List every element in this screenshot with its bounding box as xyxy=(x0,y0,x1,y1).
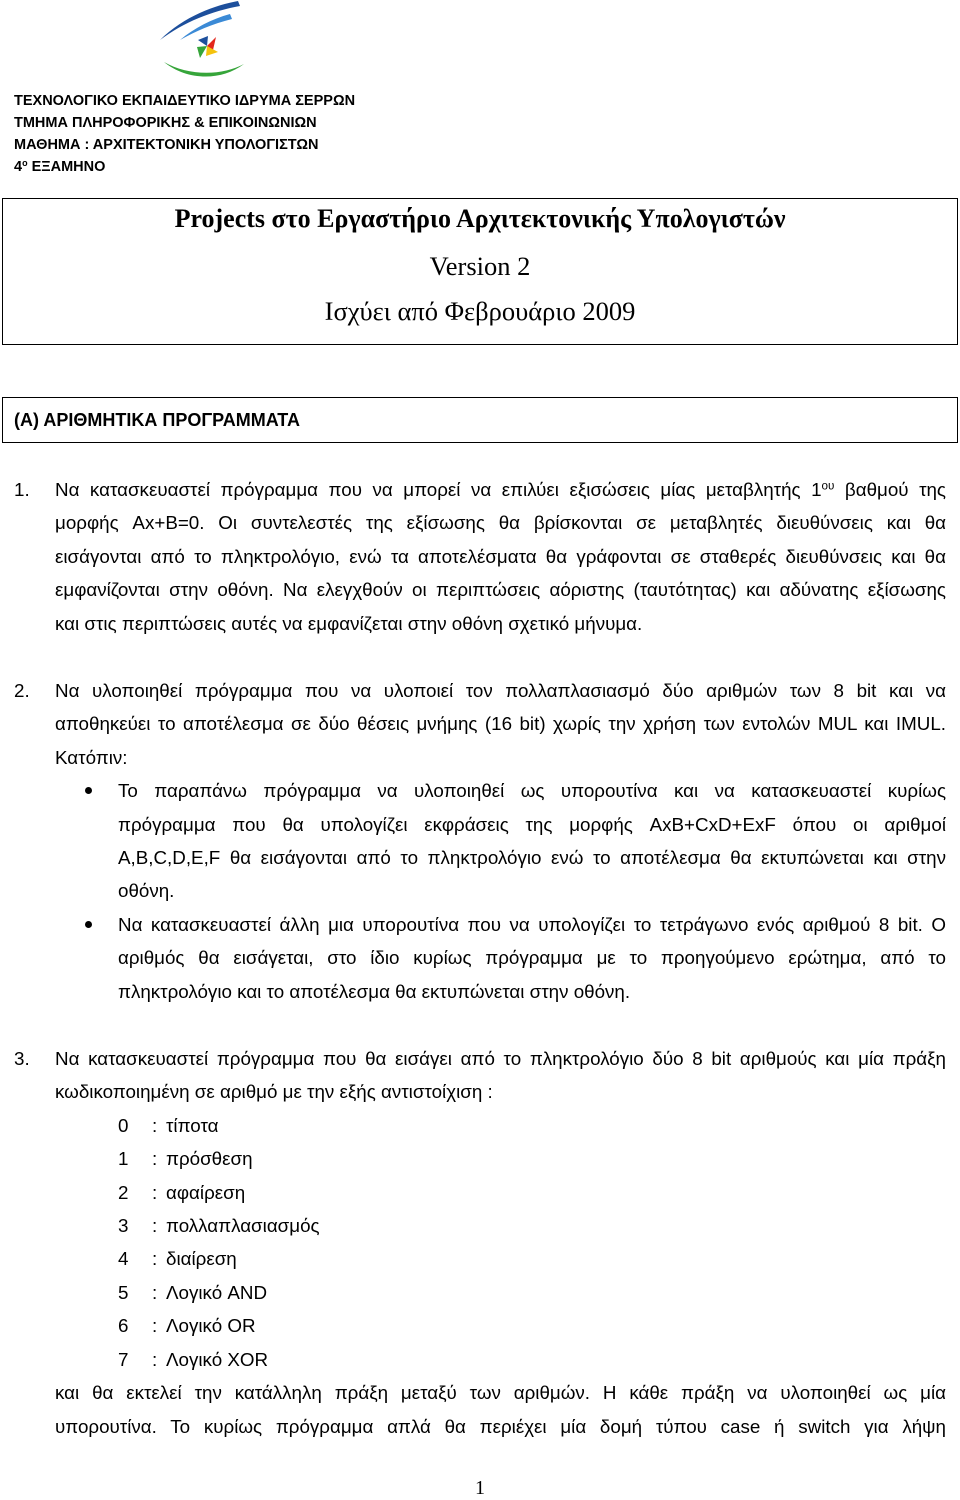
institution-name: ΤΕΧΝΟΛΟΓΙΚΟ ΕΚΠΑΙΔΕΥΤΙΚΟ ΙΔΡΥΜΑ ΣΕΡΡΩΝ xyxy=(14,93,356,109)
bullet-line: πρόγραμμα που θα υπολογίζει εκφράσεις της μορφής AxB+CxD+ExF όπου οι αριθμοί xyxy=(118,813,946,835)
course-name: ΜΑΘΗΜΑ : ΑΡΧΙΤΕΚΤΟΝΙΚΗ ΥΠΟΛΟΓΙΣΤΩΝ xyxy=(14,137,319,153)
operation-code: 0 xyxy=(118,1114,129,1136)
exercise-1-line: εμφανίζονται στην οθόνη. Να ελεγχθούν οι περιπτώσεις αόριστης (ταυτότητας) και αδύνατης εξίσωσης xyxy=(55,579,946,601)
operation-list xyxy=(0,1109,960,1377)
spacer xyxy=(0,640,960,673)
operation-separator: : xyxy=(152,1348,158,1370)
operation-item xyxy=(0,1276,960,1309)
title-box xyxy=(2,198,958,345)
operation-item xyxy=(0,1142,960,1175)
bullet-line: αριθμός θα εισάγεται, στο ίδιο κυρίως πρόγραμμα με το προηγούμενο ερώτημα, από το xyxy=(118,947,946,969)
operation-label: αφαίρεση xyxy=(166,1181,246,1203)
institution-logo-icon xyxy=(150,0,250,85)
exercise-1 xyxy=(0,473,960,640)
validity-date: Ισχύει από Φεβρουάριο 2009 xyxy=(324,296,636,326)
operation-label: πολλαπλασιασμός xyxy=(166,1214,320,1236)
exercise-3-line: κωδικοποιημένη σε αριθμό με την εξής αντιστοίχιση : xyxy=(55,1081,493,1103)
bullet-line xyxy=(0,908,960,941)
section-heading: (Α) ΑΡΙΘΜΗΤΙΚΑ ΠΡΟΓΡΑΜΜΑΤΑ xyxy=(14,410,300,430)
exercise-1-line: μορφής Ax+B=0. Οι συντελεστές της εξίσωσης θα βρίσκονται σε μεταβλητές διευθύνσεις και θα xyxy=(55,512,946,534)
operation-item xyxy=(0,1176,960,1209)
operation-label: Λογικό AND xyxy=(166,1281,268,1303)
operation-item xyxy=(0,1209,960,1242)
exercise-3-text: Να κατασκευαστεί πρόγραμμα που θα εισάγει από το πληκτρολόγιο δύο 8 bit αριθμούς και μία πράξη xyxy=(55,1047,946,1069)
exercise-2-text: Να υλοποιηθεί πρόγραμμα που να υλοποιεί τον πολλαπλασιασμό δύο αριθμών των 8 bit και να xyxy=(55,679,946,701)
document-title: Projects στο Εργαστήριο Αρχιτεκτονικής Υπολογιστών xyxy=(174,204,786,233)
exercise-2-line xyxy=(0,674,960,707)
exercise-1-number: 1. xyxy=(14,479,30,500)
operation-item xyxy=(0,1343,960,1376)
exercise-1-line: και στις περιπτώσεις αυτές να εμφανίζεται στην οθόνη σχετικό μήνυμα. xyxy=(55,612,643,634)
exercise-3-line: υπορουτίνα. Το κυρίως πρόγραμμα απλά θα περιέχει μία δομή τύπου case ή switch για λήψη xyxy=(55,1415,946,1437)
exercise-3-line xyxy=(0,1042,960,1075)
bullet-line: οθόνη. xyxy=(118,880,175,902)
operation-code: 2 xyxy=(118,1181,129,1203)
operation-separator: : xyxy=(152,1281,158,1303)
exercise-1-line: εισάγονται από το πληκτρολόγιο, ενώ τα αποτελέσματα θα γράφονται σε σταθερές διευθύνσεις και θα xyxy=(55,545,946,567)
semester-ordinal-suffix: ο xyxy=(22,158,28,169)
bullet-marker xyxy=(85,787,92,794)
operation-label: πρόσθεση xyxy=(166,1148,253,1170)
operation-separator: : xyxy=(152,1114,158,1136)
exercise-2-line: αποθηκεύει το αποτέλεσμα σε δύο θέσεις μνήμης (16 bit) χωρίς την χρήση των εντολών MUL και IMUL. xyxy=(55,713,946,735)
operation-label: Λογικό XOR xyxy=(166,1348,269,1370)
exercise-3-line: και θα εκτελεί την κατάλληλη πράξη μεταξύ των αριθμών. Η κάθε πράξη να υλοποιηθεί ως μία xyxy=(55,1382,946,1404)
ordinal-suffix: ου xyxy=(821,479,835,493)
bullet-item xyxy=(0,774,960,908)
operation-label: τίποτα xyxy=(166,1114,219,1136)
exercise-1-line xyxy=(0,473,960,506)
exercise-2-number: 2. xyxy=(14,679,30,701)
semester-number: 4 xyxy=(14,159,23,175)
operation-item xyxy=(0,1109,960,1142)
exercises xyxy=(0,473,960,1443)
page-number: 1 xyxy=(475,1477,485,1499)
operation-separator: : xyxy=(152,1148,158,1170)
operation-separator: : xyxy=(152,1214,158,1236)
semester xyxy=(14,156,355,178)
exercise-2 xyxy=(0,674,960,1009)
bullet-line: A,B,C,D,E,F θα εισάγονται από το πληκτρολόγιο ενώ το αποτέλεσμα θα εκτυπώνεται και στην xyxy=(118,846,946,868)
operation-code: 5 xyxy=(118,1281,129,1303)
operation-code: 3 xyxy=(118,1214,129,1236)
operation-separator: : xyxy=(152,1248,158,1270)
bullet-text: Το παραπάνω πρόγραμμα να υλοποιηθεί ως υπορουτίνα και να κατασκευαστεί κυρίως xyxy=(118,780,946,802)
operation-code: 4 xyxy=(118,1248,129,1270)
operation-label: διαίρεση xyxy=(166,1248,237,1270)
operation-code: 6 xyxy=(118,1315,129,1337)
exercise-1-text: βαθμού της xyxy=(834,479,946,500)
institution-header xyxy=(14,90,355,178)
bullet-line xyxy=(0,774,960,807)
operation-separator: : xyxy=(152,1315,158,1337)
operation-label: Λογικό OR xyxy=(166,1315,256,1337)
operation-separator: : xyxy=(152,1181,158,1203)
bullet-line: πληκτρολόγιο και το αποτέλεσμα θα εκτυπώνεται στην οθόνη. xyxy=(118,980,631,1002)
operation-item xyxy=(0,1309,960,1342)
document-version: Version 2 xyxy=(429,251,531,281)
bullet-item xyxy=(0,908,960,1008)
section-heading-box xyxy=(2,397,958,443)
exercise-2-line: Κατόπιν: xyxy=(55,746,128,768)
bullet-text: Να κατασκευαστεί άλλη μια υπορουτίνα που να υπολογίζει το τετράγωνο ενός αριθμού 8 bit. Ο xyxy=(118,913,946,935)
operation-code: 1 xyxy=(118,1148,129,1170)
exercise-3 xyxy=(0,1042,960,1443)
exercise-1-text: Να κατασκευαστεί πρόγραμμα που να μπορεί να επιλύει εξισώσεις μίας μεταβλητής 1 xyxy=(55,479,822,500)
exercise-3-number: 3. xyxy=(14,1047,30,1069)
department-name: ΤΜΗΜΑ ΠΛΗΡΟΦΟΡΙΚΗΣ & ΕΠΙΚΟΙΝΩΝΙΩΝ xyxy=(14,115,317,131)
semester-label: ΕΞΑΜΗΝΟ xyxy=(27,159,106,175)
operation-code: 7 xyxy=(118,1348,129,1370)
operation-item xyxy=(0,1242,960,1275)
bullet-marker xyxy=(85,921,92,928)
spacer xyxy=(0,1008,960,1041)
